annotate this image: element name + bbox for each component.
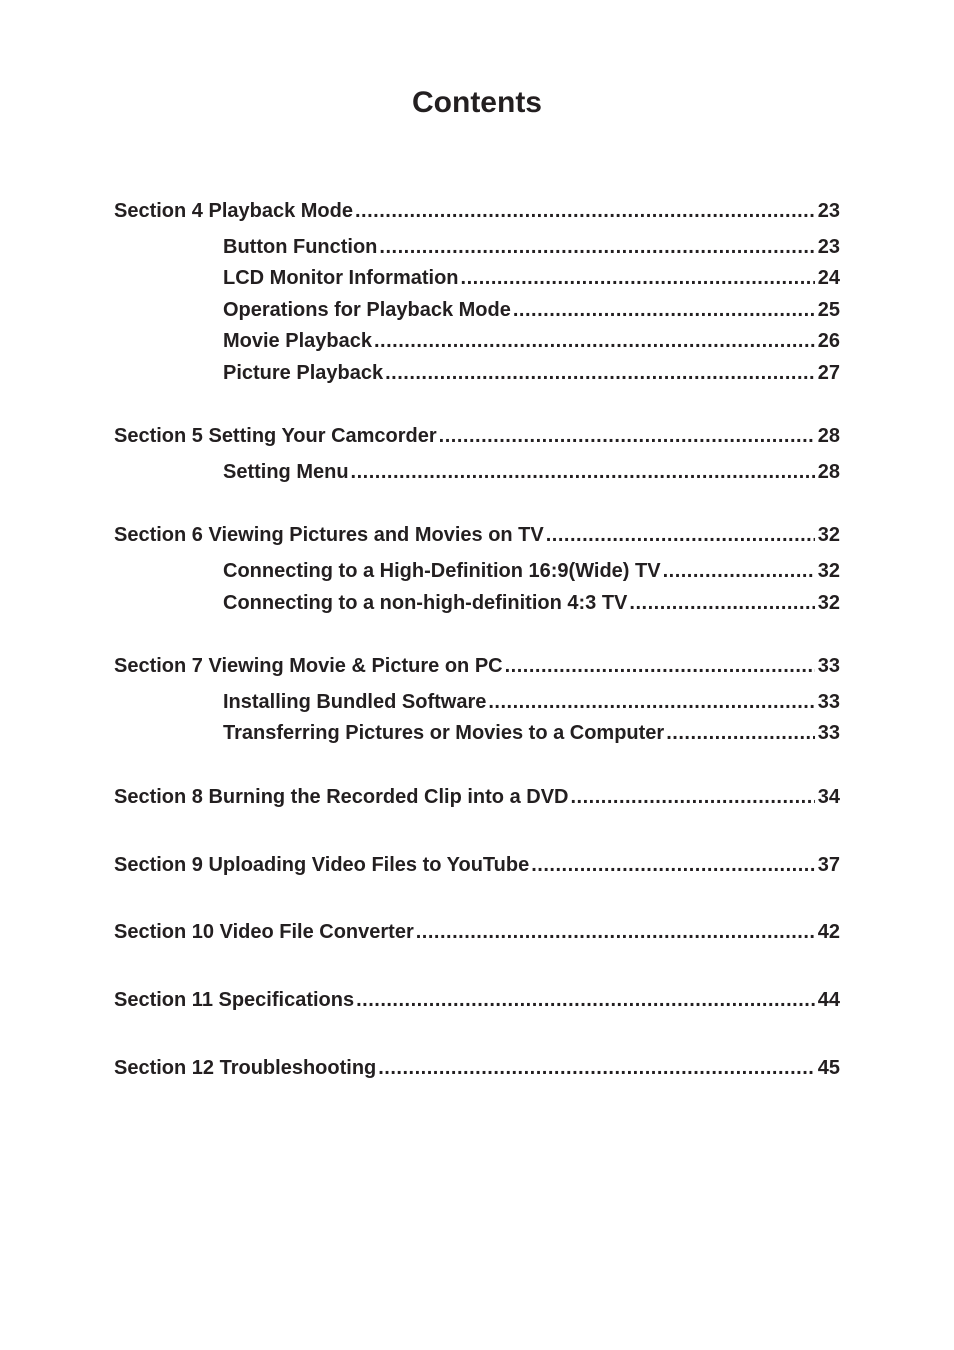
toc-connecting-to-hd-tv[interactable] xyxy=(223,558,840,584)
dot-leader xyxy=(356,987,815,1013)
toc-page-number: 44 xyxy=(817,989,840,1011)
toc-section-5-setting-your-camcorder[interactable] xyxy=(114,423,840,449)
toc-page-number: 32 xyxy=(817,592,840,614)
toc-entry-label: Movie Playback xyxy=(223,330,372,352)
toc-page-number: 37 xyxy=(817,854,840,876)
dot-leader xyxy=(663,558,815,584)
dot-leader xyxy=(378,1055,815,1081)
toc-page-number: 32 xyxy=(817,560,840,582)
toc-page-number: 28 xyxy=(817,461,840,483)
dot-leader xyxy=(374,328,815,354)
toc-entry-label: LCD Monitor Information xyxy=(223,267,459,289)
dot-leader xyxy=(666,720,815,746)
toc-entry-label: Connecting to a non-high-definition 4:3 TV xyxy=(223,592,628,614)
toc-installing-bundled-software[interactable] xyxy=(223,689,840,715)
toc-page-number: 25 xyxy=(817,299,840,321)
dot-leader xyxy=(531,852,815,878)
toc-section-12-troubleshooting[interactable] xyxy=(114,1055,840,1081)
toc-page-number: 33 xyxy=(817,691,840,713)
toc-page-number: 27 xyxy=(817,362,840,384)
toc-setting-menu[interactable] xyxy=(223,459,840,485)
toc-entry-label: Picture Playback xyxy=(223,362,384,384)
toc-page-number: 34 xyxy=(817,786,840,808)
toc-entry-label: Installing Bundled Software xyxy=(223,691,487,713)
toc-page-number: 23 xyxy=(817,236,840,258)
toc-entry-label: Section 6 Viewing Pictures and Movies on TV xyxy=(114,524,544,546)
toc-section-4-playback-mode[interactable] xyxy=(114,198,840,224)
toc-page-number: 26 xyxy=(817,330,840,352)
toc-transferring-pictures-or-movies[interactable] xyxy=(223,720,840,746)
toc-entry-label: Section 8 Burning the Recorded Clip into a DVD xyxy=(114,786,569,808)
dot-leader xyxy=(570,784,814,810)
toc-page-number: 45 xyxy=(817,1057,840,1079)
toc-page-number: 24 xyxy=(817,267,840,289)
toc-movie-playback[interactable] xyxy=(223,328,840,354)
toc-page-number: 33 xyxy=(817,655,840,677)
toc-entry-label: Button Function xyxy=(223,236,378,258)
toc-section-7-viewing-movie-picture-on-pc[interactable] xyxy=(114,653,840,679)
toc-entry-label: Section 5 Setting Your Camcorder xyxy=(114,425,437,447)
dot-leader xyxy=(416,919,815,945)
toc-entry-label: Operations for Playback Mode xyxy=(223,299,511,321)
toc-page-number: 42 xyxy=(817,921,840,943)
dot-leader xyxy=(546,522,815,548)
dot-leader xyxy=(385,360,815,386)
dot-leader xyxy=(505,653,815,679)
toc-picture-playback[interactable] xyxy=(223,360,840,386)
toc-button-function[interactable] xyxy=(223,234,840,260)
toc-entry-label: Section 7 Viewing Movie & Picture on PC xyxy=(114,655,503,677)
toc-lcd-monitor-information[interactable] xyxy=(223,265,840,291)
toc-section-10-video-file-converter[interactable] xyxy=(114,919,840,945)
toc-connecting-to-non-hd-tv[interactable] xyxy=(223,590,840,616)
toc-entry-label: Connecting to a High-Definition 16:9(Wide) TV xyxy=(223,560,661,582)
dot-leader xyxy=(461,265,815,291)
toc-section-11-specifications[interactable] xyxy=(114,987,840,1013)
dot-leader xyxy=(488,689,814,715)
toc-page-number: 23 xyxy=(817,200,840,222)
page-title: Contents xyxy=(412,86,542,119)
toc-entry-label: Transferring Pictures or Movies to a Computer xyxy=(223,722,665,744)
dot-leader xyxy=(351,459,815,485)
dot-leader xyxy=(355,198,815,224)
toc-entry-label: Section 9 Uploading Video Files to YouTube xyxy=(114,854,530,876)
toc-entry-label: Section 12 Troubleshooting xyxy=(114,1057,377,1079)
dot-leader xyxy=(629,590,814,616)
toc-operations-for-playback-mode[interactable] xyxy=(223,297,840,323)
dot-leader xyxy=(513,297,815,323)
toc-page-number: 33 xyxy=(817,722,840,744)
dot-leader xyxy=(439,423,815,449)
toc-entry-label: Section 11 Specifications xyxy=(114,989,355,1011)
toc-page-number: 28 xyxy=(817,425,840,447)
toc-entry-label: Section 4 Playback Mode xyxy=(114,200,353,222)
toc-section-8-burning-dvd[interactable] xyxy=(114,784,840,810)
toc-section-6-viewing-pictures-and-movies-on-tv[interactable] xyxy=(114,522,840,548)
toc-entry-label: Section 10 Video File Converter xyxy=(114,921,414,943)
toc-page-number: 32 xyxy=(817,524,840,546)
dot-leader xyxy=(379,234,814,260)
toc-section-9-uploading-to-youtube[interactable] xyxy=(114,852,840,878)
toc-entry-label: Setting Menu xyxy=(223,461,349,483)
